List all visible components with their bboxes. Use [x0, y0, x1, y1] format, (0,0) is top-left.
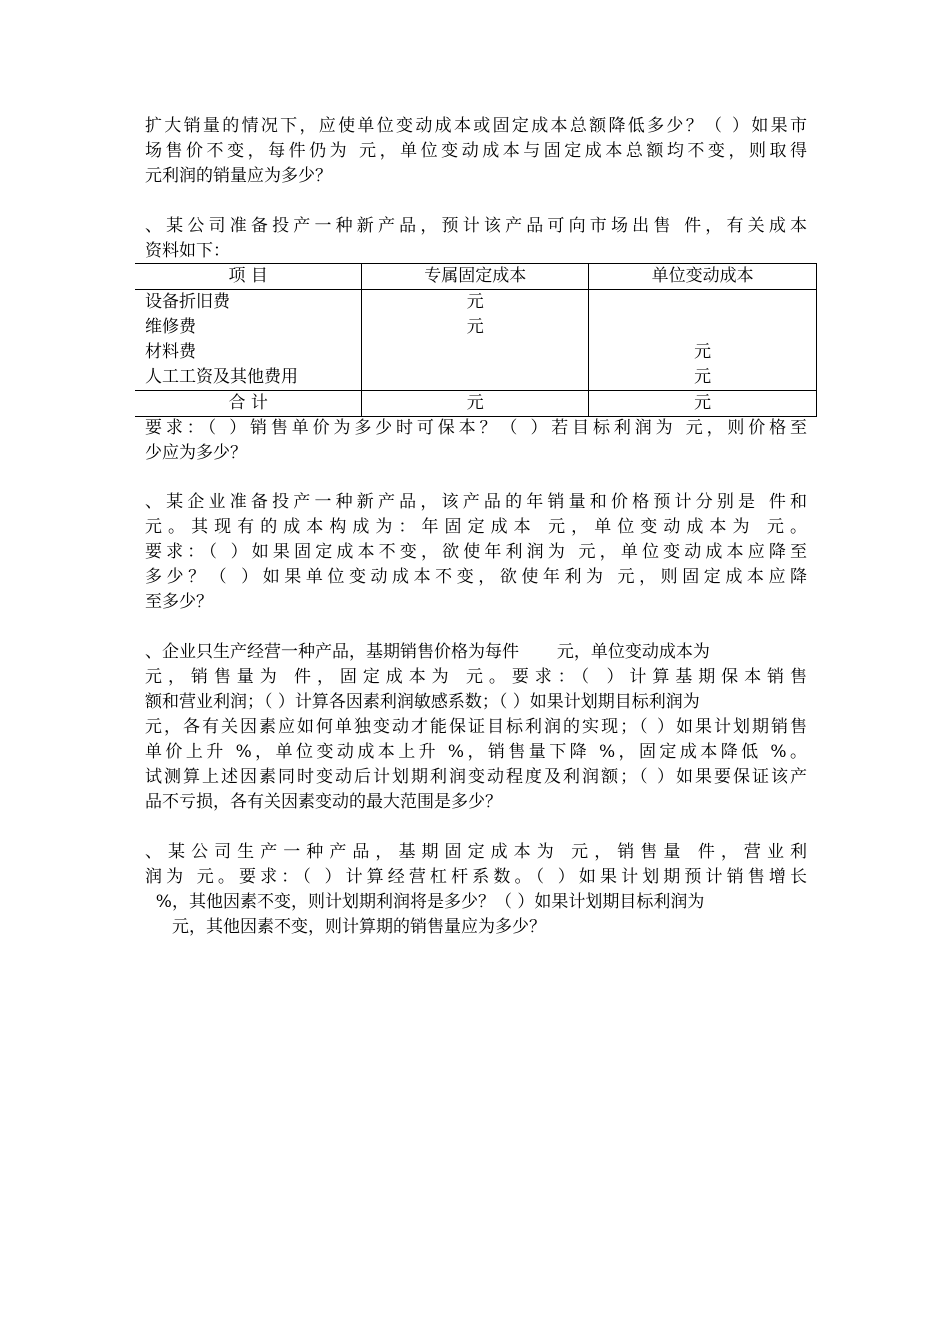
table-cell-fixed: 元 [362, 315, 589, 340]
section2-line1: 、某公司准备投产一种新产品，预计该产品可向市场出售 件，有关成本 [145, 216, 807, 236]
table-cell-item: 人工工资及其他费用 [145, 367, 298, 387]
table-header-row [135, 264, 817, 290]
section4-line1: 、企业只生产经营一种产品，基期销售价格为每件 元，单位变动成本为 [145, 642, 710, 662]
section2-req2: 少应为多少？ [145, 443, 247, 463]
table-total-label: 合 计 [135, 391, 362, 417]
section4-line3: 额和营业利润；（ ）计算各因素利润敏感系数；（ ）如果计划期目标利润为 [145, 692, 700, 712]
table-cell-fixed [362, 340, 589, 365]
cost-table [135, 263, 817, 417]
table-cell-item: 维修费 [145, 317, 196, 337]
section5-line2: 润为 元。要求：（ ）计算经营杠杆系数。（ ）如果计划期预计销售增长 [145, 867, 807, 887]
section1-line1: 扩大销量的情况下，应使单位变动成本或固定成本总额降低多少？（ ）如果市 [145, 116, 807, 136]
section5-line1: 、某公司生产一种产品，基期固定成本为 元，销售量 件，营业利 [145, 842, 807, 862]
table-cell-fixed [362, 365, 589, 391]
table-total-row [135, 391, 817, 417]
section1-line2: 场售价不变，每件仍为 元，单位变动成本与固定成本总额均不变，则取得 [145, 141, 807, 161]
table-cell-item: 设备折旧费 [145, 292, 230, 312]
table-row [135, 315, 817, 340]
section5-line3: %，其他因素不变，则计划期利润将是多少？（ ）如果计划期目标利润为 [145, 892, 705, 912]
section2-line2: 资料如下： [145, 241, 230, 261]
section4-line7: 品不亏损，各有关因素变动的最大范围是多少？ [145, 792, 502, 812]
table-header-variable-cost: 单位变动成本 [589, 264, 817, 290]
table-header-item: 项 目 [135, 264, 362, 290]
section4-line4: 元，各有关因素应如何单独变动才能保证目标利润的实现；（ ）如果计划期销售 [145, 717, 807, 737]
section3-line4: 多少？（ ）如果单位变动成本不变，欲使年利为 元，则固定成本应降 [145, 567, 807, 587]
section4-line2: 元，销售量为 件，固定成本为 元。要求：（ ）计算基期保本销售 [145, 667, 807, 687]
table-cell-variable [589, 290, 817, 316]
table-cell-variable: 元 [589, 365, 817, 391]
section1-line3: 元利润的销量应为多少？ [145, 166, 332, 186]
section2-req1: 要求：（ ）销售单价为多少时可保本？（ ）若目标利润为 元，则价格至 [145, 418, 807, 438]
table-cell-fixed: 元 [362, 290, 589, 316]
section3-line1: 、某企业准备投产一种新产品，该产品的年销量和价格预计分别是 件和 [145, 492, 807, 512]
section3-line3: 要求：（ ）如果固定成本不变，欲使年利润为 元，单位变动成本应降至 [145, 542, 807, 562]
section4-line6: 试测算上述因素同时变动后计划期利润变动程度及利润额；（ ）如果要保证该产 [145, 767, 807, 787]
table-header-fixed-cost: 专属固定成本 [362, 264, 589, 290]
section3-line2: 元。其现有的成本构成为：年固定成本 元，单位变动成本为 元。 [145, 517, 807, 537]
table-cell-variable [589, 315, 817, 340]
table-cell-variable: 元 [589, 340, 817, 365]
table-row [135, 365, 817, 391]
table-total-fixed: 元 [362, 391, 589, 417]
table-cell-item: 材料费 [145, 342, 196, 362]
section4-line5: 单价上升 %，单位变动成本上升 %，销售量下降 %，固定成本降低 %。 [145, 742, 807, 762]
table-total-variable: 元 [589, 391, 817, 417]
section5-line4: 元，其他因素不变，则计算期的销售量应为多少？ [145, 917, 547, 937]
table-row [135, 290, 817, 316]
section3-line5: 至多少？ [145, 592, 213, 612]
table-row [135, 340, 817, 365]
